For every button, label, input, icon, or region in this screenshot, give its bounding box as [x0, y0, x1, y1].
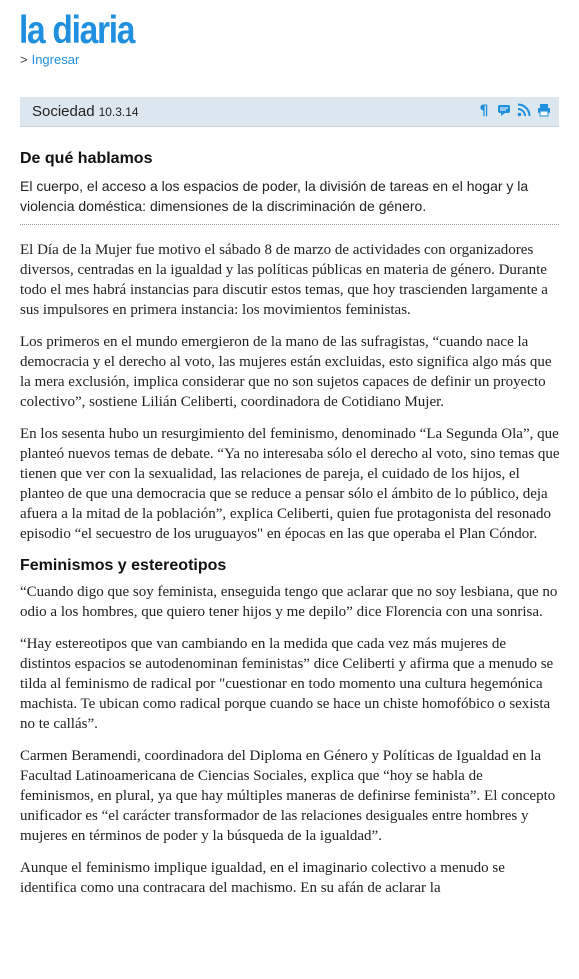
article-paragraph: “Hay estereotipos que van cambiando en la medida que cada vez más mujeres de distintos espacios se autodenominan feministas” dice Celiberti y afirma que a menudo se tilda al feminismo de radical por "cuestionar en todo momento una cultura hegemónica machista. Te ubican como radical porque cuando se hace un chiste homofóbico o sexista no te callás”.: [20, 636, 554, 732]
comment-icon[interactable]: [497, 103, 511, 121]
login-label: Ingresar: [31, 52, 80, 67]
article-paragraph: En los sesenta hubo un resurgimiento del feminismo, denominado “La Segunda Ola”, que planteó nuevos temas de debate. “Ya no interesaba sólo el derecho al voto, sino temas que tienen que ver con la sexualidad, las relaciones de pareja, el cuidado de los hijos, el planteo de que una democracia que se reduce a pensar sólo el ámbito de lo público, deja afuera a la mitad de la población”, explica Celiberti, quien fue protagonista del resonado episodio “el secuestro de los uruguayos" en épocas en las que operaba el Plan Cóndor.: [20, 426, 560, 542]
divider: [20, 224, 559, 225]
article-paragraph: “Cuando digo que soy feminista, enseguida tengo que aclarar que no soy lesbiana, que no odio a los hombres, que quiero tener hijos y me depilo” dice Florencia con una sonrisa.: [20, 584, 558, 620]
article-subheading: Feminismos y estereotipos: [20, 557, 227, 574]
article-paragraph: Aunque el feminismo implique igualdad, en el imaginario colectivo a menudo se identifica como una contracara del machismo. En su afán de aclarar la: [20, 860, 505, 896]
print-icon[interactable]: [537, 103, 551, 121]
article-tools: [477, 103, 551, 121]
article-paragraph: Los primeros en el mundo emergieron de la mano de las sufragistas, “cuando nace la democracia y el derecho al voto, las mujeres están excluidas, esto significa algo más que la mera exclusión, implica considerar que no son sujetos capaces de definir un proyecto colectivo”, sostiene Lilián Celiberti, coordinadora de Cotidiano Mujer.: [20, 334, 552, 410]
article-subtitle: El cuerpo, el acceso a los espacios de poder, la división de tareas en el hogar y la violencia doméstica: dimensiones de la discriminación de género.: [20, 178, 529, 214]
article-paragraph: El Día de la Mujer fue motivo el sábado 8 de marzo de actividades con organizadores diversos, centradas en la igualdad y las políticas públicas en materia de género. Durante todo el mes habrá instancias para discutir estos temas, que hoy trascienden largamente a sus impulsores en primera instancia: los movimientos feministas.: [20, 242, 548, 318]
article-title: De qué hablamos: [20, 150, 153, 167]
rss-icon[interactable]: [517, 103, 531, 121]
section-label[interactable]: [32, 103, 139, 120]
section-bar: [20, 97, 559, 127]
article-body: [20, 240, 560, 910]
section-name: Sociedad: [32, 103, 95, 120]
login-arrow: >: [20, 52, 28, 67]
site-logo[interactable]: la diaria: [19, 9, 135, 52]
login-link[interactable]: [20, 52, 79, 67]
article-paragraph: Carmen Beramendi, coordinadora del Diploma en Género y Políticas de Igualdad en la Facultad Latinoamericana de Ciencias Sociales, explica que “hoy se habla de feminismos, en plural, ya que hay múltiples maneras de definirse feminista”. El concepto unificador es “el carácter transformador de las relaciones desiguales entre hombres y mujeres en términos de poder y la búsqueda de la igualdad”.: [20, 748, 556, 844]
paragraph-icon[interactable]: ¶: [479, 103, 489, 119]
section-date: 10.3.14: [98, 105, 139, 119]
